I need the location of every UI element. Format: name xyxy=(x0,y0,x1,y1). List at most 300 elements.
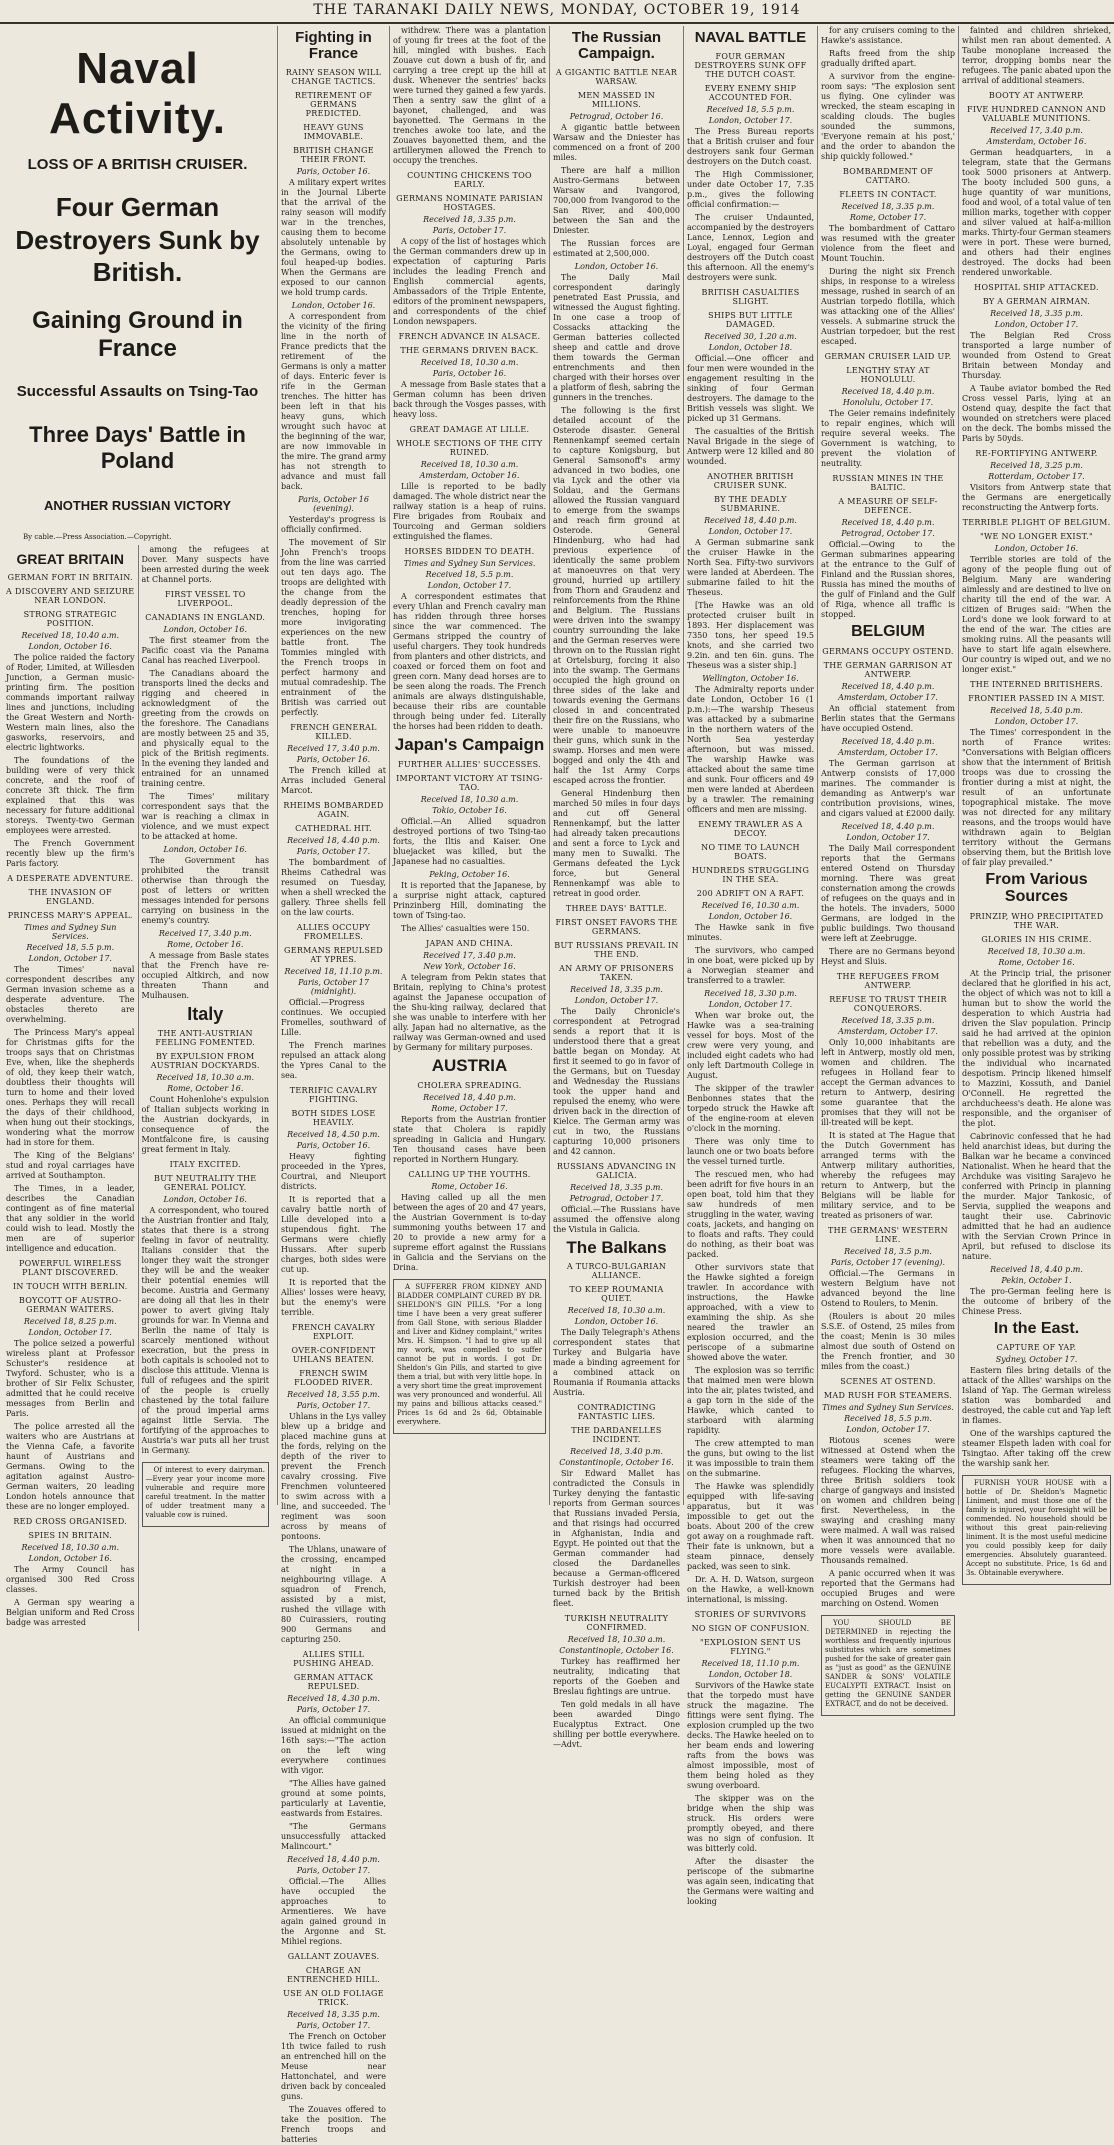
dateline: London, October 17. xyxy=(994,320,1079,329)
received-line: Received 18, 3.55 p.m. xyxy=(287,1389,380,1399)
dateline: London, October 17. xyxy=(846,832,930,842)
subhead: CALLING UP THE YOUTHS. xyxy=(408,1169,531,1179)
dateline: London, October 16. xyxy=(574,1317,659,1327)
paragraph: A message from Basle states that the French have re-occupied Altkirch, and now threaten Thann and Mulhausen. xyxy=(141,950,269,1000)
subhead: A MEASURE OF SELF-DEFENCE. xyxy=(838,497,938,515)
ad-text: FURNISH YOUR HOUSE with a bottle of Dr. Sheldon's Magnetic Liniment, and must those one of the family is injured, your foresight will be commended. No household should be without this great pain-relieving liniment. It is the most useful medicine you could possibly keep for daily emergencies. Absolutely guaranteed. Accept no substitute. Price, 1s 6d and 3s. Obtainable everywhere. xyxy=(966,1479,1107,1578)
dateline: Constantinople, October 16. xyxy=(559,1458,674,1468)
dateline: Peking, October 16. xyxy=(429,869,510,879)
paragraph: The Times' military correspondent says that the war is reaching a climax in violence, and we must expect to be attacked at home. xyxy=(141,791,269,841)
ad-text: Ten gold medals in all have been awarded Dingo Eucalyptus Extract. One shilling per bottle everywhere.—Advt. xyxy=(553,1700,680,1750)
dateline: Wellington, October 16. xyxy=(702,673,799,683)
subhead: BOMBARDMENT OF CATTARO. xyxy=(842,167,934,185)
paragraph: Yesterday's progress is officially confirmed. xyxy=(281,514,386,534)
subhead: THE DARDANELLES INCIDENT. xyxy=(571,1426,662,1445)
subhead: IMPORTANT VICTORY AT TSING-TAO. xyxy=(396,773,543,792)
paragraph: The rescued men, who had been adrift for five hours in an open boat, told him that they saw hundreds of men struggling in the water, waving coats, jackets, and hanging on to floats and rafts. They could do nothing, as their boat was packed. xyxy=(687,1169,814,1259)
received-line: Received 17, 3.40 p.m. xyxy=(287,743,380,753)
paragraph: The police arrested all the waiters who are Austrians at the Vienna Cafe, a favorite haunt of Austrians and Germans. Owing to the agitation against Austro-German waiters, 20 leading London hotels announce that these are no longer employed. xyxy=(6,1421,135,1511)
paragraph: Count Hohenlohe's expulsion of Italian subjects working in the Austrian dockyards, in consequence of the Montfalcone fire, is causing great ferment in Italy. xyxy=(141,1095,269,1155)
section-in-the-east: In the East. xyxy=(993,1319,1080,1337)
dateline: Rome, October 16. xyxy=(167,939,244,949)
headline-russian-victory: ANOTHER RUSSIAN VICTORY xyxy=(43,497,232,513)
paragraph: The bombardment of Rheims Cathedral was resumed on Tuesday, when a shell wrecked the gallery. Three shells fell on the law courts. xyxy=(281,857,386,917)
paragraph: A message from Basle states that a German column has been driven back through the Vosges passes, with heavy loss. xyxy=(393,380,546,419)
dateline: Amsterdam, October 17. xyxy=(838,692,938,702)
paragraph: During the night six French ships, in response to a wireless message, rushed in search of an Austrian torpedo flotilla, which was attacking one of the Allies' vessels. A submarine struck the Austrian torpedoer, but the rest escaped. xyxy=(821,267,955,346)
dateline: London, October 16. xyxy=(163,844,247,854)
dateline: London, October 16. xyxy=(708,911,793,921)
subhead: GALLANT ZOUAVES. xyxy=(287,1951,380,1961)
received-line: Received 18, 5.5 p.m. xyxy=(425,570,514,579)
paragraph: fainted and children shrieked, whilst men ran about demented. A Taube monoplane increased the terror, dropping bombs near the refugees. The panic abated upon the arrival of additional steamers. xyxy=(962,26,1112,85)
subhead: SCENES AT OSTEND. xyxy=(840,1376,936,1386)
paragraph: An official communique issued at midnight on the 16th says:—"The action on the left wing everywhere continues with vigor. xyxy=(281,1715,386,1775)
paragraph: [The Hawke was an old protected cruiser built in 1893. Her displacement was 7350 tons, her speed 19.5 knots, and she carried two 9.2in. and ten 6in. guns. The Theseus was a sister ship.] xyxy=(687,600,814,670)
subhead: FRENCH CAVALRY EXPLOIT. xyxy=(291,1322,376,1341)
dateline: Sydney, October 17. xyxy=(995,1355,1078,1365)
ad-text: Of interest to every dairyman.—Every year your income more vulnerable and require more careful treatment. In the matter of udder treatment many a valuable cow is ruined. xyxy=(145,1466,265,1520)
dateline: London, October 17. xyxy=(994,717,1079,726)
paragraph: The foundations of the building were of very thick concrete, and the roof of concrete 3ft thick. The firm explained that this was necessary for future additional storeys. Twenty-two German employees were arrested. xyxy=(6,755,135,835)
advertisement xyxy=(821,1615,955,1716)
received-line: Received 18, 5.5 p.m. xyxy=(26,942,115,952)
subhead: RUSSIAN MINES IN THE BALTIC. xyxy=(832,474,944,492)
dateline: Amsterdam, October 17. xyxy=(838,1026,938,1036)
subhead: A DISCOVERY AND SEIZURE NEAR LONDON. xyxy=(6,586,135,605)
paragraph: Official.—The Allies have occupied the approaches to Armentieres. We have again gained ground in the Argonne and St. Mihiel regions. xyxy=(281,1876,386,1946)
paragraph: for any cruisers coming to the Hawke's assistance. xyxy=(821,26,955,45)
paragraph: The King of the Belgians' stud and royal carriages have arrived at Southampton. xyxy=(6,1150,135,1180)
dateline: London, October 16. xyxy=(28,641,112,651)
dateline: Paris, October 16. xyxy=(432,369,507,378)
paragraph: The Times, in a leader, describes the Canadian contingent as of fine material that any soldier in the world could wish to lead. Mostly the men are of superior intelligence and education. xyxy=(6,1183,135,1253)
subhead: FRENCH GENERAL KILLED. xyxy=(290,722,377,741)
paragraph: Official.—One officer and four men were wounded in the engagement resulting in the sinking of four German destroyers. The damage to the British vessels was slight. We picked up 31 Germans. xyxy=(687,353,814,423)
dateline: London, October 16. xyxy=(163,624,247,634)
dateline: Paris, October 17 (midnight). xyxy=(298,977,369,996)
received-line: Received 18, 4.40 p.m. xyxy=(841,681,935,691)
dateline: Pekin, October 1. xyxy=(1001,1275,1072,1285)
headline-loss-cruiser: LOSS OF A BRITISH CRUISER. xyxy=(27,156,248,173)
paragraph: (Roulers is about 20 miles S.S.E. of Ostend, 25 miles from the coast; Menin is 30 miles almost due south of Ostend on the French frontier, and 30 miles from the coast.) xyxy=(821,1311,955,1371)
dateline: London, October 16. xyxy=(574,261,659,271)
received-line: Received 17, 3.40 p.m. xyxy=(158,928,252,938)
dateline: London, October 16. xyxy=(291,300,376,310)
received-line: Received 30, 1.20 a.m. xyxy=(704,331,797,341)
subhead: RED CROSS ORGANISED. xyxy=(13,1516,128,1526)
dateline: London, October 17. xyxy=(28,1327,112,1337)
paragraph: There are no Germans beyond Heyst and Sluis. xyxy=(821,946,955,966)
paragraph: The Belgian Red Cross transported a large number of wounded from Ostend to Great Britain between Monday and Thursday. xyxy=(962,331,1111,380)
paragraph: A copy of the list of hostages which the German commanders drew up in expectation of capturing Paris includes the leading French and English commercial agents, Ambassadors of the Triple Entente, editors of the prominent newspapers, and correspondents of the chief London newspapers. xyxy=(393,237,546,326)
received-line: Received 18, 3.35 p.m. xyxy=(570,984,663,994)
subhead: CHOLERA SPREADING. xyxy=(417,1080,522,1090)
subhead: RETIREMENT OF GERMANS PREDICTED. xyxy=(294,90,373,118)
section-japans-campaign: Japan's Campaign xyxy=(394,735,545,754)
paragraph: The Hawke was splendidly equipped with life-saving apparatus, but it was impossible to get out the boats. About 200 of the crew got away on a roughmade raft. Their fate is unknown, but a steam pinnace, densely packed, was seen to sink. xyxy=(687,1481,814,1571)
paragraph: A correspondent estimates that every Uhlan and French cavalry man has ridden through three horses since the war commenced. The Germans stripped the country of useful chargers. They took hundreds from planters and other districts, and coaxed or forced them on foot and green corn. Many dead horses are to be seen along the roads. The French animals are always distinguishable, because their ribs are countable through being under fed. Literally the horses had been ridden to death. xyxy=(393,592,546,731)
received-line: Received 18, 4.40 p.m. xyxy=(841,821,935,831)
received-line: Received 18, 10.30 a.m. xyxy=(567,1306,666,1316)
section-italy: Italy xyxy=(187,1003,224,1024)
subhead: THE GERMANS' WESTERN LINE. xyxy=(828,1225,948,1244)
subhead: SPIES IN BRITAIN. xyxy=(28,1530,113,1540)
paragraph: Having called up all the men between the ages of 20 and 47 years, the Austrian Government is to-day summoning youths between 17 and 20 to provide a new army for a supreme effort against the Russians in Galicia and the Servians on the Drina. xyxy=(393,1192,546,1272)
paragraph: A survivor from the engine-room says: "The explosion sent us flying. One cylinder was wrecked, the steam escaping in scalding clouds. The bugles sounded the summons, 'Everyone remain at his post,' and the order to abandon the ship quickly followed." xyxy=(821,72,955,161)
section-austria: AUSTRIA xyxy=(431,1055,508,1075)
subhead: CATHEDRAL HIT. xyxy=(295,823,372,833)
ad-text: YOU SHOULD BE DETERMINED in rejecting the worthless and frequently injurious substitutes which are sometimes pushed for the sake of greater gain as "just as good" as the GENUINE SANDER & SONS' VOLATILE EUCALYPTI EXTRACT. Insist on getting the GENUINE SANDER EXTRACT, and do not be deceived. xyxy=(825,1618,951,1708)
paragraph: The Canadians aboard the transports lined the decks and rigging and cheered in acknowledgment of the greeting from the crowds on the foreshore. The Canadians are mostly between 25 and 35, and physically equal to the pick of the British regiments. In the evening they landed and entrained for an unnamed training centre. xyxy=(141,668,269,788)
dateline: Rotterdam, October 17. xyxy=(988,472,1085,481)
paragraph: The pro-German feeling here is the outcome of bribery of the Chinese Press. xyxy=(962,1286,1111,1316)
headline-gaining-ground: Gaining Ground in France xyxy=(32,306,243,362)
subhead: TO KEEP ROUMANIA QUIET. xyxy=(569,1285,664,1304)
dateline: Constantinople, October 16. xyxy=(559,1646,674,1656)
paragraph: The bombardment of Cattaro was resumed with the greater violence from the fleet and Mount Touchin. xyxy=(821,224,955,263)
subhead: RUSSIANS ADVANCING IN GALICIA. xyxy=(556,1161,677,1180)
column-1-right xyxy=(138,545,273,1631)
dateline: London, October 17. xyxy=(427,581,512,590)
service-line: Times and Sydney Sun Services. xyxy=(822,1402,954,1412)
subhead: FIRST ONSET FAVORS THE GERMANS. xyxy=(555,917,678,936)
paragraph: The Press Bureau reports that a British cruiser and four destroyers sank four German destroyers on the Dutch coast. xyxy=(687,126,814,166)
paragraph: Reports from the Austrian frontier state that Cholera is rapidly spreading in Galicia and Hungary. Ten thousand cases have been reported in Northern Hungary. xyxy=(393,1114,546,1164)
subhead: GERMANS NOMINATE PARISIAN HOSTAGES. xyxy=(396,194,543,212)
received-line: Received 18, 10.30 a.m. xyxy=(420,460,519,469)
subhead: GREAT DAMAGE AT LILLE. xyxy=(409,425,530,434)
paragraph: Dr. A. H. D. Watson, surgeon on the Hawke, a well-known international, is missing. xyxy=(687,1574,814,1604)
headline-destroyers: Four German Destroyers Sunk by British. xyxy=(15,192,260,287)
subhead: ITALY EXCITED. xyxy=(169,1160,241,1170)
received-line: Received 17, 3.40 p.m. xyxy=(423,950,516,960)
dateline: London, October 17. xyxy=(708,999,793,1009)
subhead: BUT NEUTRALITY THE GENERAL POLICY. xyxy=(154,1174,257,1193)
paragraph: Heavy fighting proceeded in the Ypres, Courtrai, and Nieuport districts. xyxy=(281,1151,386,1191)
paragraph: A telegram from Pekin states that Britain, replying to China's protest against the Japanese occupation of the Shu-king railway, declared that she was unable to interfere with her ally. Japan had no alternative, as the railway was German-owned and used by Germany for military purposes. xyxy=(393,972,546,1052)
dateline: Paris, October 17 (evening). xyxy=(830,1257,946,1267)
received-line: Received 18, 11.10 p.m. xyxy=(701,1658,800,1668)
paragraph: Turkey has reaffirmed her neutrality, indicating that reports of the Goeben and Breslau fightings are untrue. xyxy=(553,1657,680,1697)
subhead: POWERFUL WIRELESS PLANT DISCOVERED. xyxy=(19,1258,122,1277)
subhead: LENGTHY STAY AT HONOLULU. xyxy=(846,366,930,384)
headline-naval-activity: Naval Activity. xyxy=(49,44,226,143)
paragraph: It is reported that the Allies' losses were heavy, but the enemy's were terrible. xyxy=(281,1277,386,1317)
dateline: Paris, October 17. xyxy=(296,1865,371,1875)
dateline: London, October 17. xyxy=(708,115,793,125)
received-line: Received 18, 4.40 p.m. xyxy=(990,1264,1083,1274)
service-line: Times and Sydney Sun Services. xyxy=(403,559,536,568)
received-line: Received 18, 4.40 p.m. xyxy=(841,518,935,527)
subhead: FRENCH SWIM FLOODED RIVER. xyxy=(294,1368,373,1387)
dateline: Rome, October 16. xyxy=(998,957,1075,967)
dateline: Amsterdam, October 17. xyxy=(838,747,938,757)
paragraph: At the Princip trial, the prisoner declared that he glorified in his act, the object of which was not to kill a human but to show the world the desperation to which Austria had driven the Slav population. Princip said he had arrived at the opinion that rebellion was a duty, and the only possible protest was by striking the individual who incarnated despotism. Princip likened himself to Mazzini, Kossuth, and Daniel O'Connell. He regretted the archducheess's death. He alone was responsible, and the organiser of the plot. xyxy=(962,968,1111,1128)
column-7 xyxy=(958,26,1114,1578)
subhead: COUNTING CHICKENS TOO EARLY. xyxy=(407,171,532,189)
headline-tsing-tao: Successful Assaults on Tsing-Tao xyxy=(16,382,259,400)
subhead: CANADIANS IN ENGLAND. xyxy=(145,612,266,622)
subhead: OVER-CONFIDENT UHLANS BEATEN. xyxy=(291,1345,376,1364)
section-fighting-in-france: Fighting in France xyxy=(295,29,372,62)
received-line: Received 18, 3.35 p.m. xyxy=(287,2009,380,2019)
subhead: BY THE DEADLY SUBMARINE. xyxy=(714,494,787,513)
dateline: Paris, October 17. xyxy=(296,846,371,856)
received-line: Received 18, 10.30 a.m. xyxy=(156,1073,255,1083)
received-line: Received 18, 10.30 a.m. xyxy=(987,946,1086,956)
received-line: Received 18, 4.50 p.m. xyxy=(287,1129,380,1139)
subhead: FURTHER ALLIES' SUCCESSES. xyxy=(397,759,542,769)
column-1-subcolumns xyxy=(3,545,272,1631)
column-4 xyxy=(549,26,683,1750)
masthead: THE TARANAKI DAILY NEWS, MONDAY, OCTOBER 19, 1914 xyxy=(0,0,1114,24)
advertisement xyxy=(962,1475,1111,1585)
dateline: Paris, October 16. xyxy=(296,166,371,176)
subhead: THE GERMANS DRIVEN BACK. xyxy=(400,346,539,355)
subhead: THE GERMAN GARRISON AT ANTWERP. xyxy=(823,660,953,679)
subhead: CAPTURE OF YAP. xyxy=(996,1343,1077,1353)
subhead: USE AN OLD FOLIAGE TRICK. xyxy=(283,1988,384,2007)
dateline: Honolulu, October 17. xyxy=(842,398,934,407)
received-line: Received 18, 5.5 p.m. xyxy=(706,104,795,114)
dateline: London, October 17. xyxy=(28,953,112,963)
dateline: Rome, October 16. xyxy=(431,1181,508,1191)
subhead: HUNDREDS STRUGGLING IN THE SEA. xyxy=(691,865,810,884)
subhead: NO TIME TO LAUNCH BOATS. xyxy=(701,842,800,861)
subhead: AN ARMY OF PRISONERS TAKEN. xyxy=(559,963,674,982)
subhead: REFUSE TO TRUST THEIR CONQUERORS. xyxy=(829,994,947,1013)
paragraph: The movement of Sir John French's troops from the line was carried out ten days ago. The troops are delighted with the change from the deadly depression of the trenches, hoping for more invigorating experiences on the new battle front. The Tommies mingled with the French troops in perfect harmony and mutual comradeship. The entrainment of the British was carried out perfectly. xyxy=(281,537,386,717)
paragraph: The Hawke sank in five minutes. xyxy=(687,922,814,942)
subhead: MEN MASSED IN MILLIONS. xyxy=(577,90,656,109)
dateline: Paris, October 17. xyxy=(296,1400,371,1410)
paragraph: The first steamer from the Pacific coast via the Panama Canal has reached Liverpool. xyxy=(141,635,269,665)
subhead: GERMAN ATTACK REPULSED. xyxy=(293,1672,374,1691)
dateline: New York, October 16. xyxy=(423,961,516,971)
paragraph: The skipper of the trawler Benbonnes states that the torpedo struck the Hawke aft of the engine-room at eleven o'clock in the morning. xyxy=(687,1083,814,1133)
subhead: GERMANS OCCUPY OSTEND. xyxy=(822,646,954,656)
paragraph: Official.—Owing to the German submarines appearing at the entrance to the Gulf of Finland and the Russian shores, Russia has mined the mouths of the gulf of Finland and the Gulf of Riga, whence all traffic is stopped. xyxy=(821,540,955,619)
subhead: HORSES BIDDEN TO DEATH. xyxy=(404,547,535,556)
subhead: ENEMY TRAWLER AS A DECOY. xyxy=(698,819,803,838)
paragraph: The French killed at Arras included General Marcot. xyxy=(281,765,386,795)
paragraph: It is reported that the Japanese, by a surprise night attack, captured Prinzinberg Hill, dominating the town of Tsing-tao. xyxy=(393,880,546,920)
dateline: Paris, October 17. xyxy=(432,226,507,235)
subhead: THE REFUGEES FROM ANTWERP. xyxy=(836,971,940,990)
paragraph: It is reported that a cavalry battle north of Lille developed into a stupendous fight. The Germans were chiefly Hussars. After superb charges, both sides were cut up. xyxy=(281,1194,386,1274)
paragraph: A panic occurred when it was reported that the Germans had occupied Bruges and were marching on Ostend. Women xyxy=(821,1568,955,1608)
subhead: THE INVASION OF ENGLAND. xyxy=(28,887,112,906)
subhead: BRITISH CHANGE THEIR FRONT. xyxy=(293,145,374,164)
advertisement xyxy=(142,1462,270,1527)
dateline: Amsterdam, October 16. xyxy=(986,137,1087,146)
paragraph: "The Germans unsuccessfully attacked Malincourt." xyxy=(281,1821,386,1851)
section-belgium: BELGIUM xyxy=(851,623,925,640)
dateline: Paris, October 17. xyxy=(296,1704,371,1714)
column-1 xyxy=(0,26,275,1627)
subhead: RHEIMS BOMBARDED AGAIN. xyxy=(283,800,384,819)
paragraph: Visitors from Antwerp state that the Germans are energetically reconstructing the Antwerp forts. xyxy=(962,483,1111,512)
subhead: HEAVY GUNS IMMOVABLE. xyxy=(303,122,364,141)
paragraph: A German submarine sank the cruiser Hawke in the North Sea. Fifty-two survivors were landed at Aberdeen. The submarine failed to hit the Theseus. xyxy=(687,537,814,597)
paragraph: The French on October 1th twice failed to rush an entrenched hill on the Meuse near Hattonchatel, and were driven back by concealed guns. xyxy=(281,2031,386,2101)
paragraph: withdrew. There was a plantation of young fir trees at the foot of the hill, mingled with bushes. Each Zouave cut down a bush of fir, and carrying a tree crept up the hill at dusk. Whenever the sentries' backs were turned they gained a few yards. Then a sentry saw the glint of a bayonet, challenged, and was bayonetted. The Germans in the trenches awoke too late, and the Zouaves bayonetted them, and the artillerymen allowed the French to occupy the trenches. xyxy=(393,26,546,165)
received-line: Received 17, 3.40 p.m. xyxy=(990,126,1083,135)
received-line: Received 18, 3.30 p.m. xyxy=(704,988,797,998)
subhead: BY A GERMAN AIRMAN. xyxy=(982,297,1091,306)
dateline: London, October 17. xyxy=(846,1424,930,1434)
subhead: IN TOUCH WITH BERLIN. xyxy=(12,1281,128,1291)
subhead: EVERY ENEMY SHIP ACCOUNTED FOR. xyxy=(704,83,797,102)
column-5 xyxy=(683,26,817,1906)
paragraph: The Daily Mail correspondent reports that the Germans entered Ostend on Thursday morning. There was great consternation among the crowds of refugees on the quays and in the hotels. The invaders, 5000 Germans, are lodged in the public buildings. Two thousand were left at Zeebrugge. xyxy=(821,843,955,943)
paragraph: The High Commissioner, under date October 17, 7.35 p.m., gives the following official confirmation:— xyxy=(687,169,814,209)
paragraph: The Daily Mail correspondent daringly penetrated East Prussia, and witnessed the August fighting. In one case a troop of Cossacks attacking the German batteries collected sheep and cattle and drove them towards the German entrenchments and then charged with their horses over a platform of flesh, sabring the gunners in the trenches. xyxy=(553,272,680,402)
received-line: Received 18, 4.40 p.m. xyxy=(423,1092,516,1102)
paragraph: The Uhlans, unaware of the crossing, encamped at night in a neighbouring village. A squadron of French, assisted by a mist, rushed the village with 80 Cuirassiers, routing 900 Germans and capturing 250. xyxy=(281,1544,386,1644)
received-line: Received 18, 4.40 p.m. xyxy=(841,736,935,746)
received-line: Received 18, 4.40 p.m. xyxy=(841,387,935,396)
subhead: SHIPS BUT LITTLE DAMAGED. xyxy=(708,310,793,329)
paragraph: The Admiralty reports under date London, October 16 (1 p.m.):—The warship Theseus was attacked by a submarine in the northern waters of the North Sea yesterday afternoon, but was missed. The warship Hawke was attacked about the same time and sunk. Four officers and 49 men were landed at Aberdeen by a trawler. The remaining officers and men are missing. xyxy=(687,684,814,814)
paragraph: Lille is reported to be badly damaged. The whole district near the railway station is a heap of ruins. Fire brigades from Roubaix and Tourcoing and German soldiers extinguished the flames. xyxy=(393,482,546,541)
received-line: Received 18, 4.40 p.m. xyxy=(704,515,797,525)
subhead: GLORIES IN HIS CRIME. xyxy=(981,934,1092,944)
subhead: BY EXPULSION FROM AUSTRIAN DOCKYARDS. xyxy=(150,1052,260,1071)
dateline: Rome, October 16. xyxy=(167,1084,244,1094)
received-line: Received 18, 8.25 p.m. xyxy=(23,1316,117,1326)
subhead: FIVE HUNDRED CANNON AND VALUABLE MUNITIONS. xyxy=(967,105,1106,123)
paragraph: The French Government recently blew up the firm's Paris factory. xyxy=(6,838,135,868)
subhead: WHOLE SECTIONS OF THE CITY RUINED. xyxy=(396,439,543,457)
subhead: JAPAN AND CHINA. xyxy=(425,938,514,948)
paragraph: The Allies' casualties were 150. xyxy=(401,923,530,933)
column-2 xyxy=(277,26,389,2144)
ad-text: A SUFFERER FROM KIDNEY AND BLADDER COMPLAINT CURED BY DR. SHELDON'S GIN PILLS. "For a long time I have been a very great sufferer from Gall Stone, with serious Bladder and Liver and Kidney complaint," writes Mrs. H. Simpson. "I had to give up all my work, was compelled to suffer cannot be put in words. I got Dr. Sheldon's Gin Pills, and started to give them a trial, but with very little hope. In a very short time the great improvement was very pronounced and wonderful. All my pains and billious attacks ceased." Prices 1s 6d and 2s 6d, Obtainable everywhere. xyxy=(397,1282,542,1426)
received-line: Received 18, 10.30 a.m. xyxy=(420,358,519,367)
paragraph: among the refugees at Dover. Many suspects have been arrested during the week at Channel ports. xyxy=(141,544,269,584)
paragraph: German headquarters, in a telegram, state that the Germans took 5000 prisoners at Antwerp. The booty included 500 guns, a huge quantity of war munitions, food and wool, of a total value of ten million marks, together with copper and silver valued at half-a-million marks. Thirty-four German steamers were in port. These were burned, and others had their engines destroyed. The docks had been rendered unworkable. xyxy=(962,148,1111,277)
section-naval-battle: NAVAL BATTLE xyxy=(694,29,807,46)
subhead: NO SIGN OF CONFUSION. xyxy=(691,1623,810,1633)
subhead: 200 ADRIFT ON A RAFT. xyxy=(696,888,805,898)
paragraph: The Zouaves offered to take the position. The French troops and batteries xyxy=(281,2104,386,2144)
paragraph: Official.—The Germans in western Belgium have not advanced beyond the line Ostend to Roulers, to Menin. xyxy=(821,1268,955,1308)
advertisement xyxy=(393,1279,546,1434)
subhead: A TURCO-BULGARIAN ALLIANCE. xyxy=(566,1262,667,1281)
paragraph: After the disaster the periscope of the submarine was again seen, indicating that the Germans were waiting and looking xyxy=(687,1856,814,1906)
dateline: Paris, October 16. xyxy=(296,1140,371,1150)
dateline: London, October 17. xyxy=(574,995,659,1005)
paragraph: A German spy wearing a Belgian uniform and Red Cross badge was arrested xyxy=(6,1597,135,1627)
paragraph: Riotous scenes were witnessed at Ostend when the steamers were taking off the refugees. Flocking the wharves, three British soldiers took charge of gangways and insisted on women and children being first. Nevertheless, in the swaying and crashing many were maimed. A wall was raised when it was announced that no more vessels were available. Thousands remained. xyxy=(821,1435,955,1565)
received-line: Received 18, 3.5 p.m. xyxy=(844,1246,932,1256)
paragraph: Rafts freed from the ship gradually drifted apart. xyxy=(821,49,955,68)
paragraph: The Geier remains indefinitely to repair engines, which will require several weeks. The Government is watching, to prevent the violation of neutrality. xyxy=(821,409,955,468)
paragraph: "The Allies have gained ground at some points, particularly at Laventie, eastwards from Estaires. xyxy=(281,1778,386,1818)
paragraph: When war broke out, the Hawke was a sea-training vessel for boys. Most of the crew were very young, and included eight cadets who had only left Dartmouth College in August. xyxy=(687,1010,814,1080)
received-line: Received 18, 10.40 a.m. xyxy=(21,630,120,640)
paragraph: The Times' correspondent in the north of France writes: "Conversations with Belgian officers show that the internment of British troops was due to crossing the frontier during a mist at night, the result of an unfortunate topographical mistake. The move was not directed for any military reasons, and the troops would have withdrawn again to Belgian territory without the Germans observing them, but the British love of fair play prevailed." xyxy=(962,728,1111,867)
paragraph: The Russian forces are estimated at 2,500,000. xyxy=(553,238,680,258)
section-balkans: The Balkans xyxy=(566,1237,667,1257)
subhead: BOTH SIDES LOSE HEAVILY. xyxy=(291,1108,376,1127)
section-various-sources: From Various Sources xyxy=(985,871,1088,905)
dateline: Rome, October 17. xyxy=(431,1103,508,1113)
paragraph: Other survivors state that the Hawke sighted a foreign trawler. In accordance with instructions, the Hawke approached, with a view to examining the ship. As she neared the trawler an explosion occurred, and the periscope of a submarine showed above the water. xyxy=(687,1262,814,1362)
paragraph: Only 10,000 inhabitants are left in Antwerp, mostly old men, women and children. The refugees in Holland fear to accept the German advances to return to Antwerp, desiring some guarantee that the promises that they will not be ill-treated will be kept. xyxy=(821,1037,955,1127)
paragraph: The survivors, who camped in one boat, were picked up by a Norwegian steamer and transferred to a trawler. xyxy=(687,945,814,985)
paragraph: A correspondent, who toured the Austrian frontier and Italy, states that there is a strong feeling in favor of neutrality. Italians consider that the longer they wait the stronger they will be and the weaker their potential enemies will become. Austria and Germany are doing all that lies in their power to avert giving Italy grounds for war. In Vienna and Berlin the name of Italy is scarcely mentioned without execration, but the press in both capitals is schooled not to disclose this attitude. Vienna is full of refugees and the spirit of the people is cruelly chastened by the total failure of the proud imperial arms against little Servia. The fortifying of the approaches to Austria's war puts all her trust in Germany. xyxy=(141,1206,269,1456)
received-line: Received 16, 10.30 a.m. xyxy=(701,900,800,910)
received-line: Received 18, 3.40 p.m. xyxy=(570,1447,663,1457)
received-line: Received 18, 4.40 p.m. xyxy=(287,835,380,845)
paragraph: There are half a million Austro-Germans between Warsaw and Ivangorod, 700,000 from Ivangorod to the San River, and 400,000 between the San and the Dniester. xyxy=(553,165,680,235)
subhead: A GIGANTIC BATTLE NEAR WARSAW. xyxy=(555,67,678,86)
subhead: "WE NO LONGER EXIST." xyxy=(980,532,1093,541)
subhead: GERMAN CRUISER LAID UP. xyxy=(824,352,952,361)
paragraph: A Taube aviator bombed the Red Cross vessel Paris, lying at an Ostend quay, despite the fact that wounded on stretchers were placed on the deck. The bombs missed the Paris by 50yds. xyxy=(962,384,1111,443)
paragraph: Survivors of the Hawke state that the torpedo must have struck the magazine. The fittings were sent flying. The explosion crumpled up the two decks. The Hawke heeled on to her beam ends and lowering rafts from the bows was almost impossible, most of them being holed as they swung overboard. xyxy=(687,1680,814,1790)
dateline: London, October 16. xyxy=(994,544,1079,553)
dateline: London, October 16. xyxy=(28,1553,112,1563)
subhead: FRONTIER PASSED IN A MIST. xyxy=(968,694,1105,703)
paragraph: The French marines repulsed an attack along the Ypres Canal to the sea. xyxy=(281,1040,386,1080)
subhead: FLEETS IN CONTACT. xyxy=(839,190,937,199)
subhead: THE INTERNED BRITISHERS. xyxy=(970,680,1103,689)
paragraph: The Daily Chronicle's correspondent at Petrograd sends a report that it is understood there that a great battle began on Monday. At first it seemed to go in favor of the Germans, but on Tuesday and Wednesday the Russians took the upper hand and repulsed the enemy, who were driven back in the direction of Kielce. The German army was cut in two, the Russians capturing 10,000 prisoners and 42 cannon. xyxy=(553,1006,680,1156)
dateline: Petrograd, October 17. xyxy=(841,529,935,538)
subhead: ALLIES OCCUPY FROMELLES. xyxy=(296,922,371,941)
subhead: ALLIES STILL PUSHING AHEAD. xyxy=(293,1649,374,1668)
paragraph: There was only time to launch one or two boats before the vessel turned turtle. xyxy=(687,1136,814,1166)
service-line: Times and Sydney Sun Services. xyxy=(24,922,117,941)
column-6 xyxy=(817,26,958,1708)
subhead: CHARGE AN ENTRENCHED HILL. xyxy=(286,1965,381,1984)
dateline: Paris, October 17. xyxy=(296,2020,371,2030)
paragraph: The crew attempted to man the guns, but owing to the list it was impossible to train them on the submarine. xyxy=(687,1438,814,1478)
byline: By cable.—Press Association.—Copyright. xyxy=(23,532,172,541)
paragraph: Uhlans in the Lys valley blew up a bridge and placed machine guns at the fords, relying on the depth of the river to prevent the French cavalry crossing. Five Frenchmen volunteered to swim across with a line, and succeeded. The regiment was soon across by means of pontoons. xyxy=(281,1411,386,1541)
paragraph: The casualties of the British Naval Brigade in the siege of Antwerp were 12 killed and 80 wounded. xyxy=(687,426,814,466)
subhead: STRONG STRATEGIC POSITION. xyxy=(23,609,117,628)
paragraph: The explosion was so terrific that maimed men were blown into the air, plates twisted, and a gap torn in the side of the Hawke, which canted to starboard with alarming rapidity. xyxy=(687,1365,814,1435)
subhead: THE ANTI-AUSTRIAN FEELING FOMENTED. xyxy=(155,1029,256,1048)
received-line: Received 18, 5.5 p.m. xyxy=(844,1413,932,1423)
received-line: Received 18, 3.35 p.m. xyxy=(841,202,935,211)
paragraph: Official.—An Allied squadron destroyed portions of two Tsing-tao forts, the Iltis and Kaiser. One bluejacket was killed, but the Japanese had no casualties. xyxy=(393,816,546,866)
paragraph: The police seized a powerful wireless plant at Professor Schuster's residence at Twyford. Schuster, who is a brother of Sir Felix Schuster, admitted that he could receive messages from Berlin and Paris. xyxy=(6,1338,135,1418)
received-line: Received 18, 11.10 p.m. xyxy=(284,966,383,976)
subhead: BUT RUSSIANS PREVAIL IN THE END. xyxy=(554,940,679,959)
dateline: Paris, October 16. xyxy=(296,754,371,764)
dateline: London, October 16. xyxy=(163,1195,247,1205)
received-line: Received 18, 10.30 a.m. xyxy=(420,794,519,804)
paragraph: A gigantic battle between Warsaw and the Dniester has commenced on a front of 200 miles. xyxy=(553,122,680,162)
received-line: Received 18, 3.35 p.m. xyxy=(990,309,1083,318)
headline-poland: Three Days' Battle in Poland xyxy=(29,421,246,473)
column-3 xyxy=(389,26,549,1505)
subhead: THREE DAYS' BATTLE. xyxy=(565,903,668,913)
dateline: Paris, October 16 (evening). xyxy=(298,494,369,513)
paragraph: It is stated at The Hague that the Dutch Government has arranged terms with the Antwerp military authorities, whereby the refugees may return to Antwerp, but the Belgians will be liable for military service, and to be treated as prisoners of war. xyxy=(821,1130,955,1220)
subhead: GERMAN FORT IN BRITAIN. xyxy=(7,572,133,582)
paragraph: The Government has prohibited the transit otherwise than through the post of letters or written messages intended for persons carrying on business in the enemy's country. xyxy=(141,855,269,925)
paragraph: A military expert writes in the Journal Liberte that the arrival of the rainy season will modify war in the trenches, causing them to become absolutely untenable by the Germans, owing to foul heaped-up bodies. When the Germans are exposed to our cannon we hold trump cards. xyxy=(281,177,386,297)
subhead: CONTRADICTING FANTASTIC LIES. xyxy=(577,1403,656,1422)
paragraph: Eastern files bring details of the attack of the Allies' warships on the Island of Yap. The German wireless station was bombarded and destroyed, the cable cut and Yap left in flames. xyxy=(962,1366,1111,1426)
